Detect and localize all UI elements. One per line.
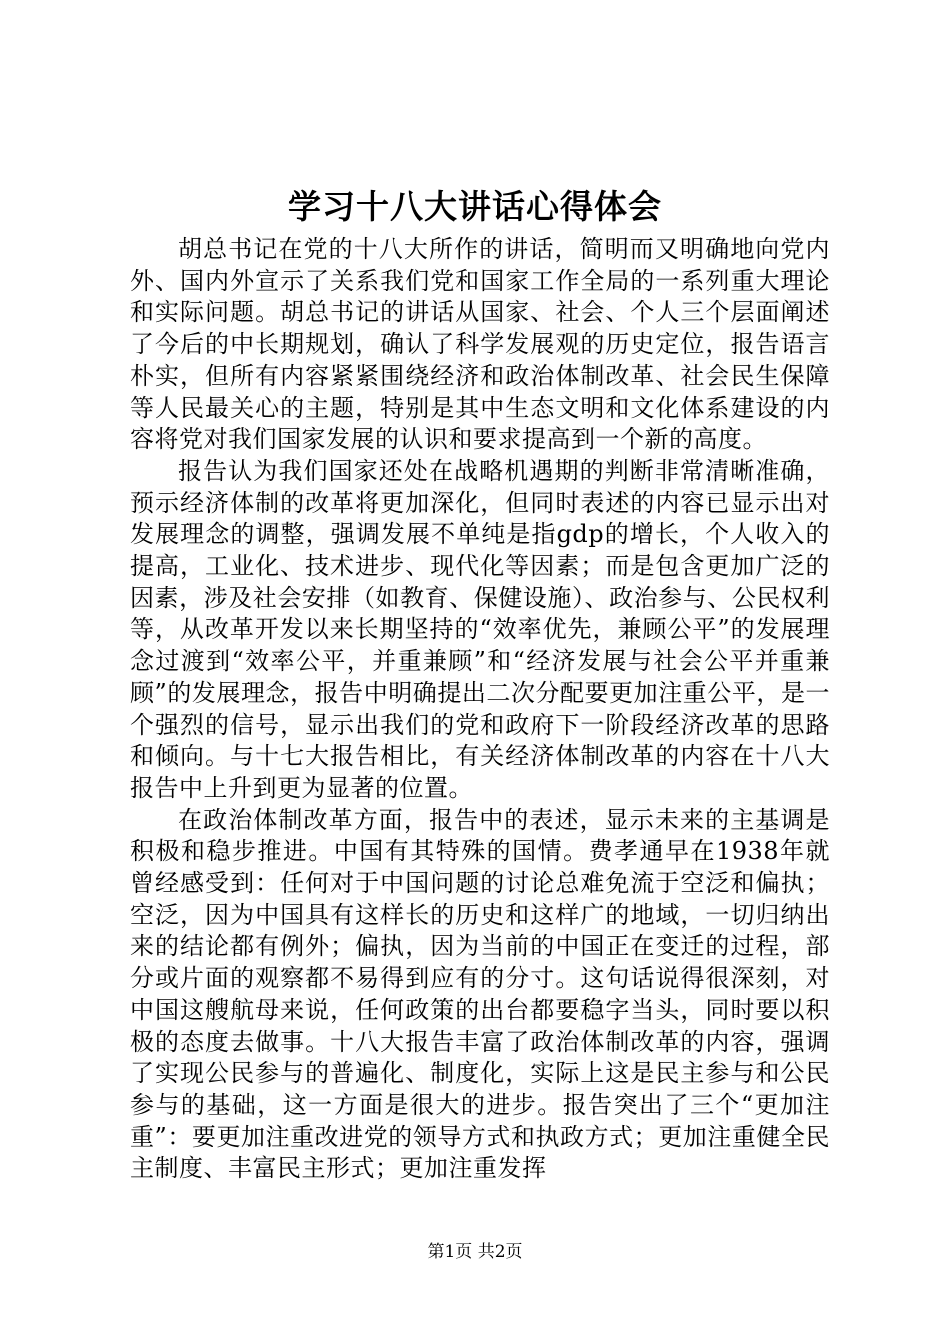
document-title: 学习十八大讲话心得体会	[288, 187, 662, 226]
paragraph-1: 胡总书记在党的十八大所作的讲话，简明而又明确地向党内外、国内外宣示了关系我们党和国家工作全局的一系列重大理论和实际问题。胡总书记的讲话从国家、社会、个人三个层面阐述了今后的中长期规划，确认了科学发展观的历史定位，报告语言朴实，但所有内容紧紧围绕经济和政治体制改革、社会民生保障等人民最关心的主题，特别是其中生态文明和文化体系建设的内容将党对我们国家发展的认识和要求提高到一个新的高度。	[130, 235, 830, 454]
paragraph-3: 在政治体制改革方面，报告中的表述，显示未来的主基调是积极和稳步推进。中国有其特殊的国情。费孝通早在1938年就曾经感受到：任何对于中国问题的讨论总难免流于空泛和偏执；空泛，因为中国具有这样长的历史和这样广的地域，一切归纳出来的结论都有例外；偏执，因为当前的中国正在变迁的过程，部分或片面的观察都不易得到应有的分寸。这句话说得很深刻，对中国这艘航母来说，任何政策的出台都要稳字当头，同时要以积极的态度去做事。十八大报告丰富了政治体制改革的内容，强调了实现公民参与的普遍化、制度化，实际上这是民主参与和公民参与的基础，这一方面是很大的进步。报告突出了三个“更加注重”：要更加注重改进党的领导方式和执政方式；更加注重健全民主制度、丰富民主形式；更加注重发挥	[130, 805, 830, 1183]
document-body	[130, 234, 830, 1185]
page-footer: 第1页 共2页	[427, 1242, 523, 1262]
paragraph-2: 报告认为我们国家还处在战略机遇期的判断非常清晰准确，预示经济体制的改革将更加深化，但同时表述的内容已显示出对发展理念的调整，强调发展不单纯是指gdp的增长，个人收入的提高，工业化、技术进步、现代化等因素；而是包含更加广泛的因素，涉及社会安排（如教育、保健设施）、政治参与、公民权利等，从改革开发以来长期坚持的“效率优先，兼顾公平”的发展理念过渡到“效率公平，并重兼顾”和“经济发展与社会公平并重兼顾”的发展理念，报告中明确提出二次分配要更加注重公平，是一个强烈的信号，显示出我们的党和政府下一阶段经济改革的思路和倾向。与十七大报告相比，有关经济体制改革的内容在十八大报告中上升到更为显著的位置。	[130, 456, 830, 802]
